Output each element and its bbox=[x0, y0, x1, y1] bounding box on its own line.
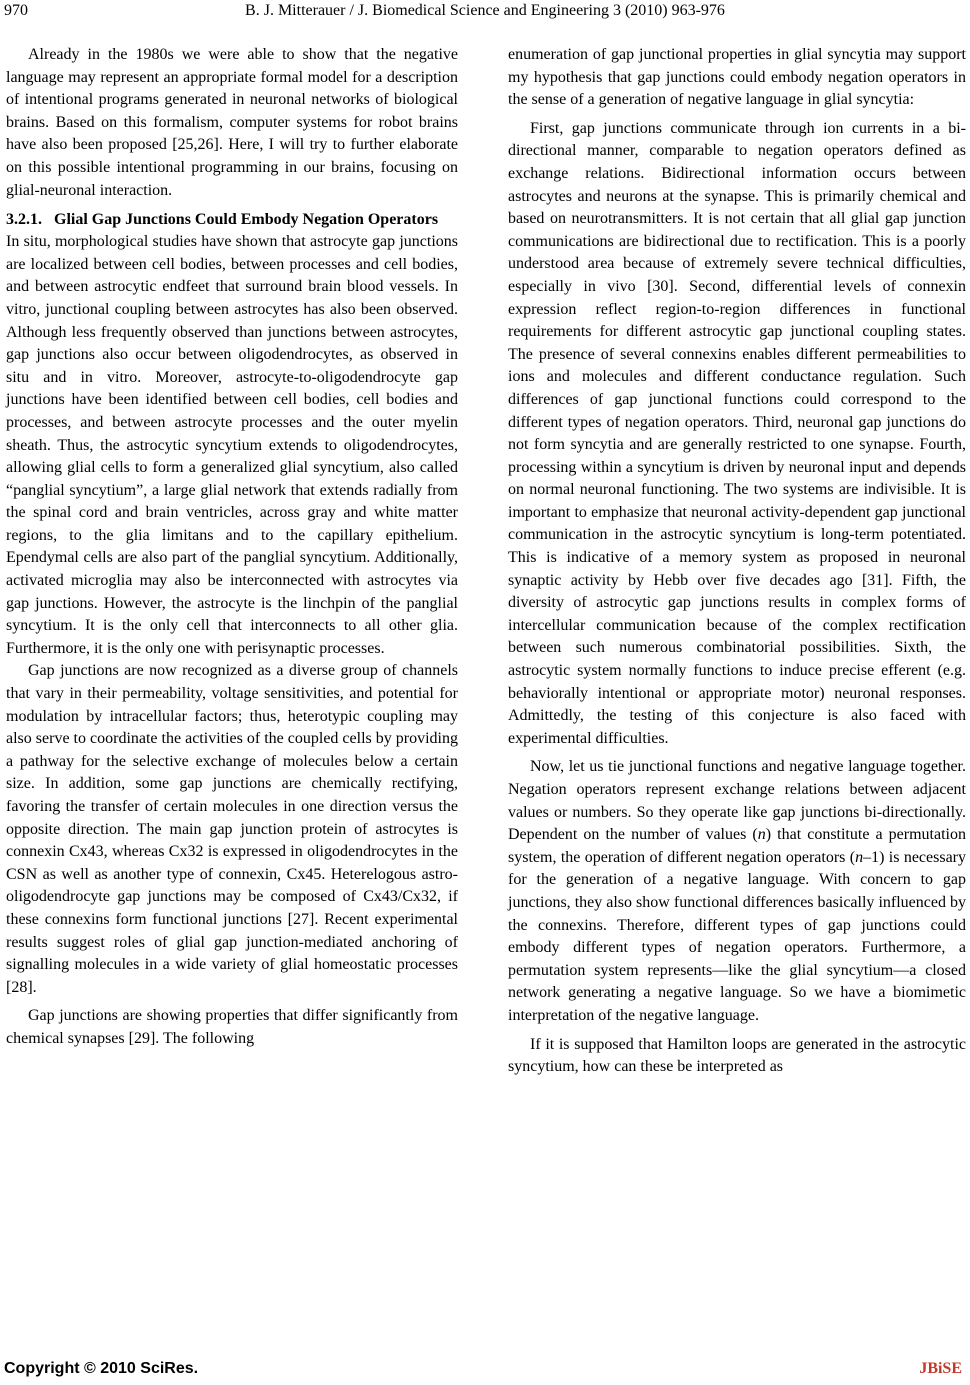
section-title: Glial Gap Junctions Could Embody Negation Operators bbox=[54, 211, 439, 229]
left-column bbox=[6, 44, 458, 1051]
page-number: 970 bbox=[4, 2, 28, 19]
text-fragment: –1) is necessary for the generation of a negative language. With concern to gap junctions, they also show functional differences basically influenced by the connexins. Therefore, different types of gap junctions could embody different types of negation operators. Furthermore, a permutation system represents—like the glial syncytium—a closed network generating a negative language. So we have a biomimetic interpretation of the negative language. bbox=[508, 848, 967, 1024]
copyright-notice: Copyright © 2010 SciRes. bbox=[4, 1360, 199, 1377]
paragraph-gap-junction-properties: Gap junctions are showing properties that differ significantly from chemical synapses [29]. The following bbox=[6, 1007, 458, 1047]
paragraph-hamilton-loops: If it is supposed that Hamilton loops are generated in the astrocytic syncytium, how can these be interpreted as bbox=[508, 1035, 966, 1076]
right-column bbox=[508, 44, 966, 1079]
section-number: 3.2.1. bbox=[6, 211, 42, 229]
paragraph-enumeration: enumeration of gap junctional properties in glial syncytia may support my hypothesis that gap junctions could embody negation operators in the sense of a generation of negative language in glial syncytia: bbox=[508, 46, 966, 109]
paragraph-gap-junction-channels: Gap junctions are now recognized as a diverse group of channels that vary in their permeability, voltage sensitivities, and potential for modulation by intracellular factors; thus, heterotypic coupling may also serve to coordinate the activities of the coupled cells by providing a pathway for the selective exchange of molecules below a certain size. In addition, some gap junctions are chemically rectifying, favoring the transfer of certain molecules in one direction versus the opposite direction. The main gap junction protein of astrocytes is connexin Cx43, whereas Cx32 is expressed in oligodendrocytes in the CSN as well as another type of connexin, Cx45. Heterelogous astro-oligodendrocyte gap junctions may be composed of Cx43/Cx32, if these connexins form functional junctions [27]. Recent experimental results suggest roles of glial gap junction-mediated anchoring of signalling molecules in a wide variety of glial homeostatic processes [28]. bbox=[6, 662, 458, 996]
page-header bbox=[0, 0, 970, 24]
page-footer bbox=[0, 1356, 970, 1384]
text-fragment: Now, let us tie junctional functions and negative language together. Negation operators represent exchange relations between adjacent values or numbers. So they operate like gap junctions bi-directionally. Dependent on the number of values ( bbox=[508, 758, 966, 844]
paragraph-intro: Already in the 1980s we were able to show that the negative language may represent an appropriate formal model for a description of intentional programs generated in neuronal networks of biological brains. Based on this formalism, computer systems for robot brains have also been proposed [25,26]. Here, I will try to further elaborate on this possible intentional programming in our brains, focusing on glial-neuronal interaction. bbox=[6, 46, 458, 199]
variable-n: n bbox=[757, 826, 766, 844]
variable-n: n bbox=[855, 848, 864, 866]
paragraph-properties-list: First, gap junctions communicate through ion currents in a bi-directional manner, comparable to negation operators defined as exchange relations. Bidirectional information occurs between astrocytes and neurons at the synapse. This is primarily chemical and based on neurotransmitters. It is not certain that all glial gap junction communications are bidirectional due to rectification. This is a poorly understood area because of extremely severe technical difficulties, especially in vivo [30]. Second, differential levels of connexin expression reflect region-to-region differences in functional requirements for different astrocytic gap junctional coupling states. The presence of several connexins enables different permeabilities to ions and molecules and different conductance regulation. Such differences of gap junctional functions could correspond to the different types of negation operators. Third, neuronal gap junctions do not form syncytia and are generally restricted to one synapse. Fourth, processing within a syncytium is driven by neuronal input and depends on normal neuronal functioning. The two systems are indivisible. It is important to emphasize that neuronal activity-dependent gap junctional communication in the astrocytic syncytium is long-term potentiated. This is indicative of a memory system as proposed in neuronal synaptic activity by Hebb over five decades ago [31]. Fifth, the diversity of astrocytic gap junctions results in complex forms of intercellular communication because of the complex rectification between such numerous combinatorial possibilities. Sixth, the astrocytic system normally functions to induce precise efferent (e.g. behaviorally intentional or appropriate motor) neuronal responses. Admittedly, the testing of this conjecture is also faced with experimental difficulties. bbox=[508, 119, 966, 747]
journal-abbreviation: JBiSE bbox=[919, 1360, 962, 1377]
running-title: B. J. Mitterauer / J. Biomedical Science and Engineering 3 (2010) 963-976 bbox=[245, 2, 725, 19]
paragraph-negative-language bbox=[508, 756, 966, 1027]
section-heading bbox=[6, 209, 458, 231]
text-fragment: ) that constitute a permutation system, the operation of different negation operators ( bbox=[508, 826, 966, 866]
paragraph-gap-junction-morphology: In situ, morphological studies have shown that astrocyte gap junctions are localized between cell bodies, between processes and cell bodies, and between astrocytic endfeet that surround brain blood vessels. In vitro, junctional coupling between astrocytes has also been observed. Although less frequently observed than junctions between astrocytes, gap junctions also occur between oligodendrocytes, as observed in situ and in vitro. Moreover, astrocyte-to-oligodendrocyte gap junctions have been identified between cell bodies, cell bodies and processes, and between astrocyte processes and the outer myelin sheath. Thus, the astrocytic syncytium extends to oligodendrocytes, allowing glial cells to form a generalized glial syncytium, also called “panglial syncytium”, a large glial network that extends radially from the spinal cord and brain ventricles, across gray and white matter regions, to the glia limitans and to the capillary epithelium. Ependymal cells are also part of the panglial syncytium. Additionally, activated microglia may also be interconnected with astrocytes via gap junctions. However, the astrocyte is the linchpin of the panglial syncytium. It is the only cell that interconnects to all other glia. Furthermore, it is the only one with perisynaptic processes. bbox=[6, 233, 458, 657]
